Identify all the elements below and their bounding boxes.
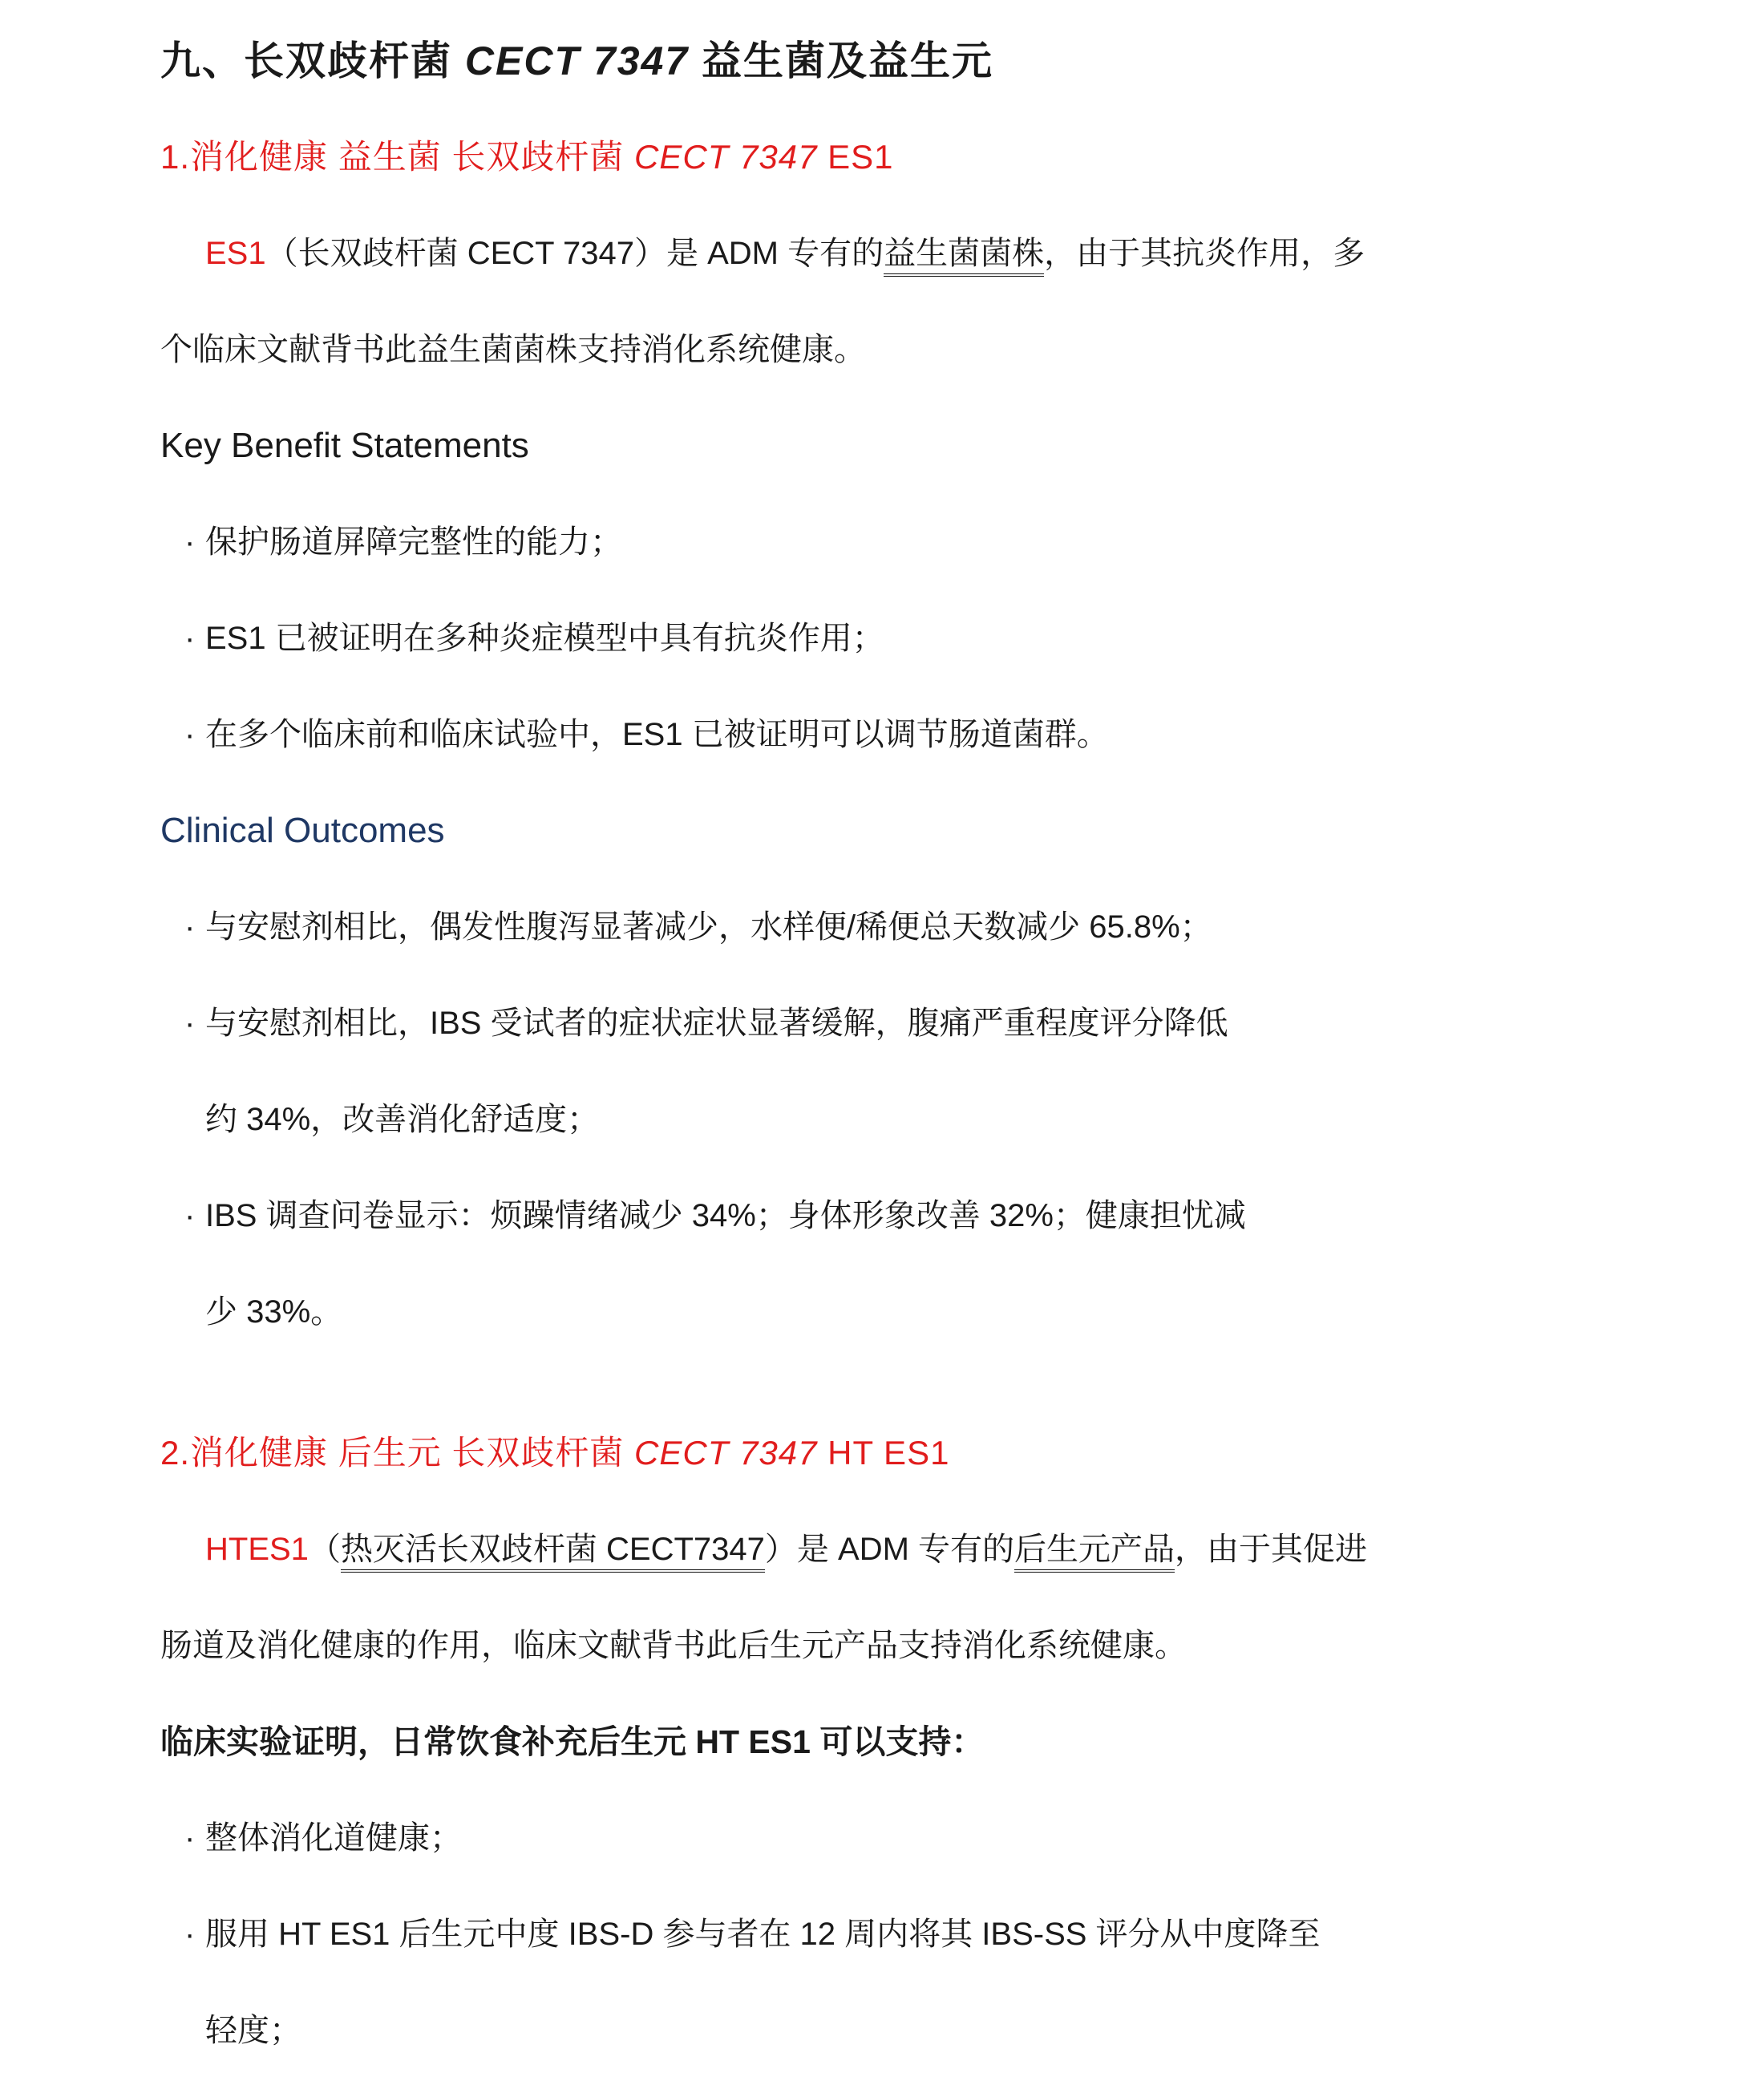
- text-segment: Key Benefit Statements: [160, 426, 529, 465]
- key-benefit-list-line-2: [160, 590, 1628, 686]
- text-segment: 2.消化健康 后生元 长双歧杆菌: [160, 1434, 635, 1472]
- bullet-marker: ·: [184, 1820, 196, 1856]
- key-benefit-list: [160, 494, 1628, 783]
- bullet-marker: ·: [184, 621, 196, 656]
- text-segment: ES1 已被证明在多种炎症模型中具有抗炎作用；: [205, 621, 884, 656]
- section1-intro-line-1: [160, 205, 1628, 302]
- text-segment: 九、长双歧杆菌: [160, 38, 465, 83]
- text-segment: 约 34%，改善消化舒适度；: [205, 1102, 600, 1137]
- bullet-marker: ·: [184, 1198, 196, 1233]
- ht-es1-support-list: [160, 1790, 1628, 2079]
- text-segment: 益生菌菌株: [884, 236, 1044, 277]
- text-segment: HTES1: [205, 1532, 309, 1567]
- doc-title-line-1: [160, 13, 1628, 109]
- bullet-marker: ·: [184, 717, 196, 752]
- text-segment: ，由于其抗炎作用，多: [1044, 236, 1365, 271]
- section-gap: [160, 1360, 1628, 1405]
- section1-heading-line-1: [160, 109, 1628, 205]
- text-segment: ES1: [817, 138, 894, 176]
- text-segment: 1.消化健康 益生菌 长双歧杆菌: [160, 138, 635, 176]
- section2-intro: [160, 1501, 1628, 1694]
- section2-heading-line-1: [160, 1405, 1628, 1501]
- text-segment: 热灭活长双歧杆菌 CECT7347: [341, 1532, 765, 1573]
- ht-es1-support-heading: [160, 1694, 1628, 1790]
- document-body: [160, 13, 1628, 2079]
- text-segment: 益生菌及益生元: [689, 38, 994, 83]
- clinical-outcomes-list-line-4: [160, 1168, 1628, 1264]
- bullet-marker: ·: [184, 524, 196, 560]
- text-segment: 临床实验证明，日常饮食补充后生元 HT ES1 可以支持：: [160, 1723, 985, 1760]
- text-segment: 肠道及消化健康的作用，临床文献背书此后生元产品支持消化系统健康。: [160, 1628, 1187, 1663]
- doc-title: [160, 13, 1628, 109]
- text-segment: 在多个临床前和临床试验中，ES1 已被证明可以调节肠道菌群。: [205, 717, 1109, 752]
- text-segment: 与安慰剂相比，偶发性腹泻显著减少，水样便/稀便总天数减少 65.8%；: [205, 909, 1212, 945]
- clinical-outcomes-list: [160, 879, 1628, 1360]
- clinical-outcomes-heading-line-1: [160, 783, 1628, 879]
- text-segment: HT ES1: [817, 1434, 950, 1472]
- clinical-outcomes-list-line-5: [160, 1264, 1628, 1360]
- ht-es1-support-list-line-3: [160, 1982, 1628, 2079]
- section1-intro: [160, 205, 1628, 398]
- section1-intro-line-2: [160, 302, 1628, 398]
- bullet-marker: ·: [184, 1917, 196, 1952]
- text-segment: （长双歧杆菌 CECT 7347）是 ADM 专有的: [265, 236, 884, 271]
- text-segment: CECT 7347: [634, 138, 818, 176]
- ht-es1-support-list-line-2: [160, 1886, 1628, 1982]
- text-segment: ）是 ADM 专有的: [764, 1532, 1015, 1567]
- ht-es1-support-heading-line-1: [160, 1694, 1628, 1790]
- text-segment: 少 33%。: [205, 1294, 343, 1330]
- key-benefit-heading: [160, 398, 1628, 494]
- text-segment: 个临床文献背书此益生菌菌株支持消化系统健康。: [160, 332, 866, 367]
- key-benefit-list-line-3: [160, 686, 1628, 783]
- key-benefit-heading-line-1: [160, 398, 1628, 494]
- text-segment: 轻度；: [205, 2013, 301, 2048]
- text-segment: Clinical Outcomes: [160, 811, 445, 850]
- ht-es1-support-list-line-1: [160, 1790, 1628, 1886]
- key-benefit-list-line-1: [160, 494, 1628, 590]
- section2-intro-line-2: [160, 1597, 1628, 1694]
- text-segment: IBS 调查问卷显示：烦躁情绪减少 34%；身体形象改善 32%；健康担忧减: [205, 1198, 1246, 1233]
- bullet-marker: ·: [184, 909, 196, 945]
- text-segment: 整体消化道健康；: [205, 1820, 462, 1856]
- text-segment: （: [308, 1532, 341, 1567]
- text-segment: ，由于其促进: [1175, 1532, 1368, 1567]
- clinical-outcomes-list-line-3: [160, 1071, 1628, 1168]
- clinical-outcomes-list-line-1: [160, 879, 1628, 975]
- text-segment: 服用 HT ES1 后生元中度 IBS-D 参与者在 12 周内将其 IBS-SS 评分从中度降至: [205, 1917, 1321, 1952]
- section1-heading: [160, 109, 1628, 205]
- text-segment: CECT 7347: [464, 38, 690, 83]
- text-segment: CECT 7347: [634, 1434, 818, 1472]
- section2-intro-line-1: [160, 1501, 1628, 1597]
- clinical-outcomes-heading: [160, 783, 1628, 879]
- bullet-marker: ·: [184, 1006, 196, 1041]
- clinical-outcomes-list-line-2: [160, 975, 1628, 1071]
- text-segment: 后生元产品: [1014, 1532, 1175, 1573]
- text-segment: 与安慰剂相比，IBS 受试者的症状症状显著缓解，腹痛严重程度评分降低: [205, 1006, 1228, 1041]
- text-segment: ES1: [205, 236, 266, 271]
- section2-heading: [160, 1405, 1628, 1501]
- text-segment: 保护肠道屏障完整性的能力；: [205, 524, 622, 560]
